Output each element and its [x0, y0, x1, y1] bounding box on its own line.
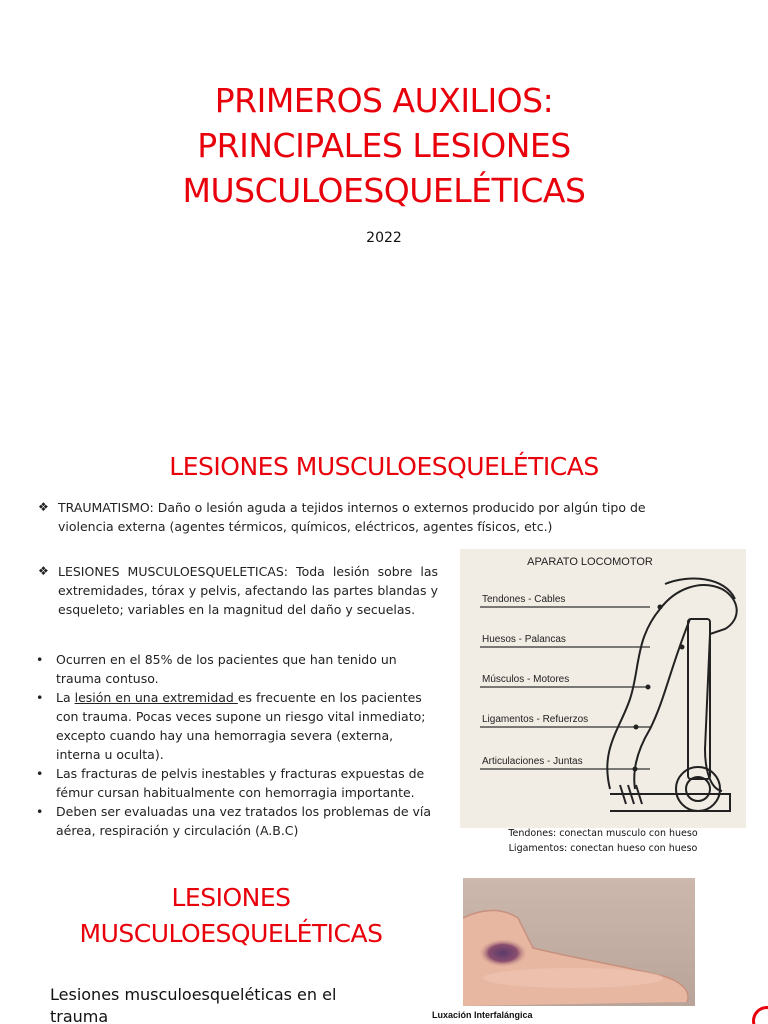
list-item: • La lesión en una extremidad es frecuente en los pacientes con trauma. Pocas veces supone un riesgo vital inmediato; excepto cuando hay una hemorragia severa (externa, interna u oculta).	[36, 688, 436, 764]
figure-label: Tendones - Cables	[482, 594, 566, 605]
slide2-title: LESIONES MUSCULOESQUELÉTICAS	[169, 452, 599, 481]
slide1-title	[0, 78, 768, 213]
diamond-item-lesiones	[38, 562, 438, 619]
diamond-bullet-icon: ❖	[38, 564, 49, 578]
limb-illustration	[607, 579, 736, 811]
locomotor-figure	[460, 549, 746, 828]
decorative-red-circle	[752, 1006, 768, 1024]
slide1-title-line: MUSCULOESQUELÉTICAS	[182, 171, 586, 210]
figure-caption	[460, 826, 746, 856]
slide1-year: 2022	[366, 230, 402, 246]
slide1-title-line: PRINCIPALES LESIONES	[197, 126, 571, 165]
diamond-bullet-icon: ❖	[38, 500, 49, 514]
photo-caption: Luxación Interfalángica	[432, 1010, 533, 1020]
subtitle-line: Lesiones musculoesqueléticas en el	[50, 985, 337, 1004]
caption-line: Tendones: conectan musculo con hueso	[508, 828, 698, 839]
list-item: • Ocurren en el 85% de los pacientes que han tenido un trauma contuso.	[36, 650, 436, 688]
list-item: • Las fracturas de pelvis inestables y fracturas expuestas de fémur cursan habitualmente con hemorragia importante.	[36, 764, 436, 802]
caption-line: Ligamentos: conectan hueso con hueso	[508, 843, 698, 854]
subtitle-line: trauma	[50, 1007, 109, 1024]
diamond-item-traumatismo	[38, 498, 678, 536]
slide3-subtitle	[50, 984, 350, 1024]
diamond-item-text: TRAUMATISMO: Daño o lesión aguda a tejidos internos o externos producido por algún tipo de violencia externa (agentes térmicos, químicos, eléctricos, agentes físicos, etc.)	[58, 500, 646, 534]
diamond-item-text: LESIONES MUSCULOESQUELETICAS: Toda lesión sobre las extremidades, tórax y pelvis, afectando las partes blandas y esqueleto; variables en la magnitud del daño y secuelas.	[58, 564, 438, 617]
underlined-text: lesión en una extremidad	[74, 690, 238, 705]
figure-label: Articulaciones - Juntas	[482, 756, 583, 767]
figure-title: APARATO LOCOMOTOR	[527, 556, 653, 568]
slide3-title	[56, 880, 406, 952]
slide3-title-line: LESIONES	[171, 883, 291, 912]
figure-label: Huesos - Palancas	[482, 634, 566, 645]
foot-photo	[463, 878, 695, 1006]
locomotor-diagram	[460, 549, 746, 828]
list-item: • Deben ser evaluadas una vez tratados los problemas de vía aérea, respiración y circulación (A.B.C)	[36, 802, 436, 840]
foot-illustration	[463, 878, 695, 1006]
figure-label: Músculos - Motores	[482, 674, 570, 685]
slide3-title-line: MUSCULOESQUELÉTICAS	[79, 919, 383, 948]
slide1-title-line: PRIMEROS AUXILIOS:	[214, 81, 554, 120]
figure-label: Ligamentos - Refuerzos	[482, 714, 589, 725]
bullet-list	[36, 650, 436, 840]
